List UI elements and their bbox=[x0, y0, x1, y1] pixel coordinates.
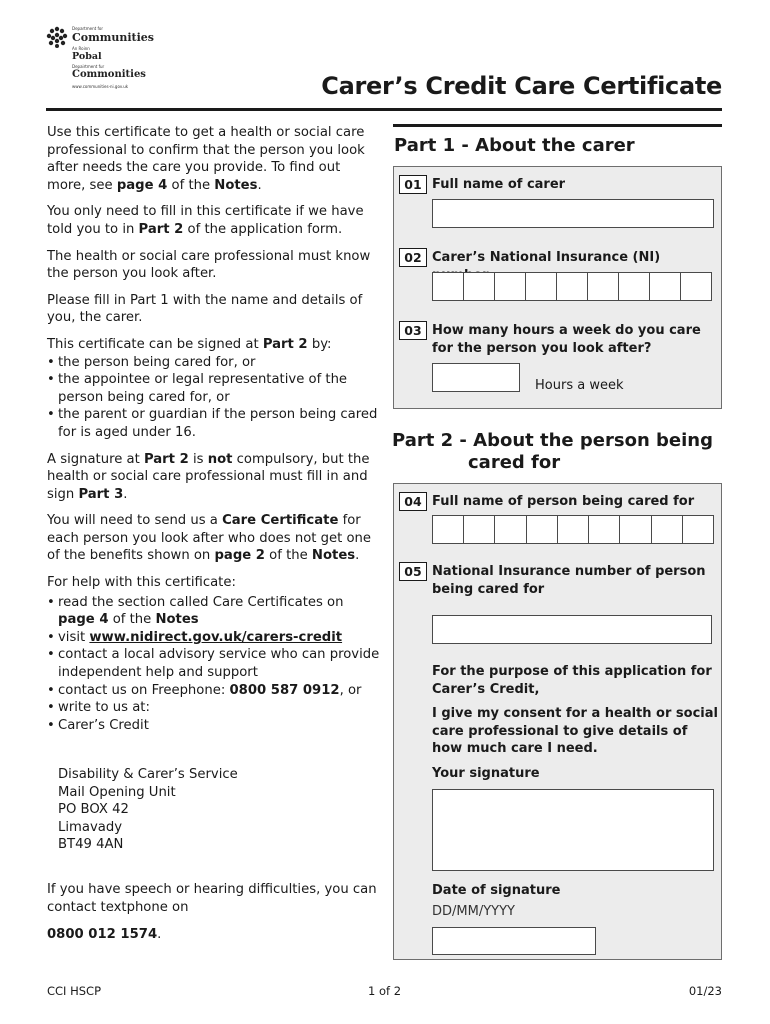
logo-sub-ulster-scots: Depairtment fur bbox=[72, 64, 105, 69]
signers-intro: This certificate can be signed at Part 2 by: bbox=[47, 336, 332, 352]
textphone-number-line: 0800 012 1574. bbox=[47, 927, 162, 943]
form-version: 01/23 bbox=[688, 984, 722, 998]
department-logo bbox=[46, 24, 156, 98]
part1-panel bbox=[393, 166, 722, 409]
form-code: CCI HSCP bbox=[47, 984, 102, 998]
hours-unit-label: Hours a week bbox=[535, 378, 624, 393]
when-to-fill-paragraph: You only need to fill in this certificate if we have told you to in Part 2 of the application form. bbox=[47, 204, 364, 237]
list-item: • the parent or guardian if the person being cared for is aged under 16. bbox=[47, 406, 382, 441]
textphone-block bbox=[47, 881, 382, 944]
name-char-box[interactable] bbox=[620, 516, 651, 543]
cared-for-ni-input[interactable] bbox=[432, 615, 712, 644]
signature-date-input[interactable] bbox=[432, 927, 596, 955]
address-line: BT49 4AN bbox=[58, 837, 124, 853]
name-char-box[interactable] bbox=[589, 516, 620, 543]
help-list bbox=[47, 594, 382, 735]
logo-sub-irish: An Roinn bbox=[72, 46, 90, 51]
logo-name-english: Communities bbox=[72, 31, 154, 44]
name-char-box[interactable] bbox=[495, 516, 526, 543]
ni-char-box[interactable] bbox=[526, 273, 557, 300]
care-hours-input[interactable] bbox=[432, 363, 520, 392]
address-line: Disability & Carer’s Service bbox=[58, 767, 238, 782]
question-number: 05 bbox=[399, 562, 427, 581]
question-number: 01 bbox=[399, 175, 427, 194]
name-char-box[interactable] bbox=[652, 516, 683, 543]
address-line: Mail Opening Unit bbox=[58, 784, 176, 800]
signature-date-label: Date of signature bbox=[432, 883, 561, 898]
question-number: 02 bbox=[399, 248, 427, 267]
list-item: • visit www.nidirect.gov.uk/carers-credit bbox=[47, 629, 382, 647]
part1-instruction-paragraph: Please fill in Part 1 with the name and details of you, the carer. bbox=[47, 292, 363, 326]
intro-paragraph: Use this certificate to get a health or social care professional to confirm that the person you look after needs the care you provide. To find out more, see page 4 of the Notes. bbox=[47, 125, 365, 193]
name-char-box[interactable] bbox=[527, 516, 558, 543]
ni-char-box[interactable] bbox=[681, 273, 711, 300]
part2-panel bbox=[393, 483, 722, 960]
part1-rule bbox=[393, 124, 722, 127]
help-intro: For help with this certificate: bbox=[47, 575, 236, 591]
ni-char-box[interactable] bbox=[495, 273, 526, 300]
name-char-box[interactable] bbox=[683, 516, 713, 543]
cared-for-name-label: Full name of person being cared for bbox=[432, 494, 695, 509]
name-char-box[interactable] bbox=[433, 516, 464, 543]
cared-for-name-input[interactable] bbox=[432, 515, 714, 544]
consent-purpose-text: For the purpose of this application for Carer’s Credit, bbox=[432, 664, 712, 697]
question-number: 03 bbox=[399, 321, 427, 340]
address-line: Limavady bbox=[58, 819, 122, 835]
carer-ni-label: Carer’s National Insurance (NI) bbox=[432, 250, 661, 265]
carer-ni-input[interactable] bbox=[432, 272, 712, 301]
address-line: PO BOX 42 bbox=[58, 802, 129, 818]
page-number: 1 of 2 bbox=[368, 984, 402, 998]
document-title: Carer’s Credit Care Certificate bbox=[321, 72, 722, 100]
carer-name-input[interactable] bbox=[432, 199, 714, 228]
ni-char-box[interactable] bbox=[650, 273, 681, 300]
signature-note-paragraph: A signature at Part 2 is not compulsory, but the health or social care professional must fill in and sign Part 3. bbox=[47, 451, 370, 502]
carer-name-label: Full name of carer bbox=[432, 177, 566, 192]
ni-char-box[interactable] bbox=[557, 273, 588, 300]
ni-char-box[interactable] bbox=[433, 273, 464, 300]
part1-title: Part 1 - About the carer bbox=[394, 135, 635, 156]
list-item: • write to us at: bbox=[47, 699, 382, 717]
ni-char-box[interactable] bbox=[464, 273, 495, 300]
logo-name-irish: Pobal bbox=[72, 51, 102, 62]
logo-url: www.communities-ni.gov.uk bbox=[72, 84, 129, 89]
postal-address bbox=[58, 766, 238, 854]
name-char-box[interactable] bbox=[464, 516, 495, 543]
list-item: • the person being cared for, or bbox=[47, 354, 382, 372]
title-divider bbox=[46, 108, 722, 111]
list-item: • the appointee or legal representative of the person being cared for, or bbox=[47, 371, 382, 406]
signature-label: Your signature bbox=[432, 766, 540, 781]
signature-field[interactable] bbox=[432, 789, 714, 871]
nidirect-link[interactable]: www.nidirect.gov.uk/carers-credit bbox=[89, 629, 343, 645]
question-number: 04 bbox=[399, 492, 427, 511]
list-item: • contact a local advisory service who can provide independent help and support bbox=[47, 646, 382, 681]
logo-name-ulster-scots: Commonities bbox=[72, 69, 146, 80]
cared-for-ni-label: National Insurance number of person being cared for bbox=[432, 564, 706, 597]
logo-dept-label: Department for bbox=[72, 26, 103, 31]
name-char-box[interactable] bbox=[558, 516, 589, 543]
date-format-hint: DD/MM/YYYY bbox=[432, 904, 515, 919]
list-item: • contact us on Freephone: 0800 587 0912, or bbox=[47, 682, 382, 700]
instructions-column bbox=[47, 124, 382, 743]
textphone-intro: If you have speech or hearing difficulties, you can contact textphone on bbox=[47, 882, 377, 915]
consent-statement-text: I give my consent for a health or social care professional to give details of how much care I need. bbox=[432, 706, 718, 756]
signers-list bbox=[47, 354, 382, 442]
address-line: • Carer’s Credit bbox=[47, 717, 382, 735]
textphone-number: 0800 012 1574 bbox=[47, 927, 158, 943]
part2-title: Part 2 - About the person being cared for bbox=[392, 430, 713, 473]
ni-char-box[interactable] bbox=[588, 273, 619, 300]
list-item: • read the section called Care Certificates on page 4 of the Notes bbox=[47, 594, 382, 629]
professional-paragraph: The health or social care professional must know the person you look after. bbox=[47, 248, 371, 282]
care-hours-label: How many hours a week do you care for the person you look after? bbox=[432, 323, 701, 356]
crest-icon bbox=[46, 26, 68, 48]
ni-char-box[interactable] bbox=[619, 273, 650, 300]
care-certificate-paragraph: You will need to send us a Care Certificate for each person you look after who does not get one of the benefits shown on page 2 of the Notes. bbox=[47, 513, 372, 564]
